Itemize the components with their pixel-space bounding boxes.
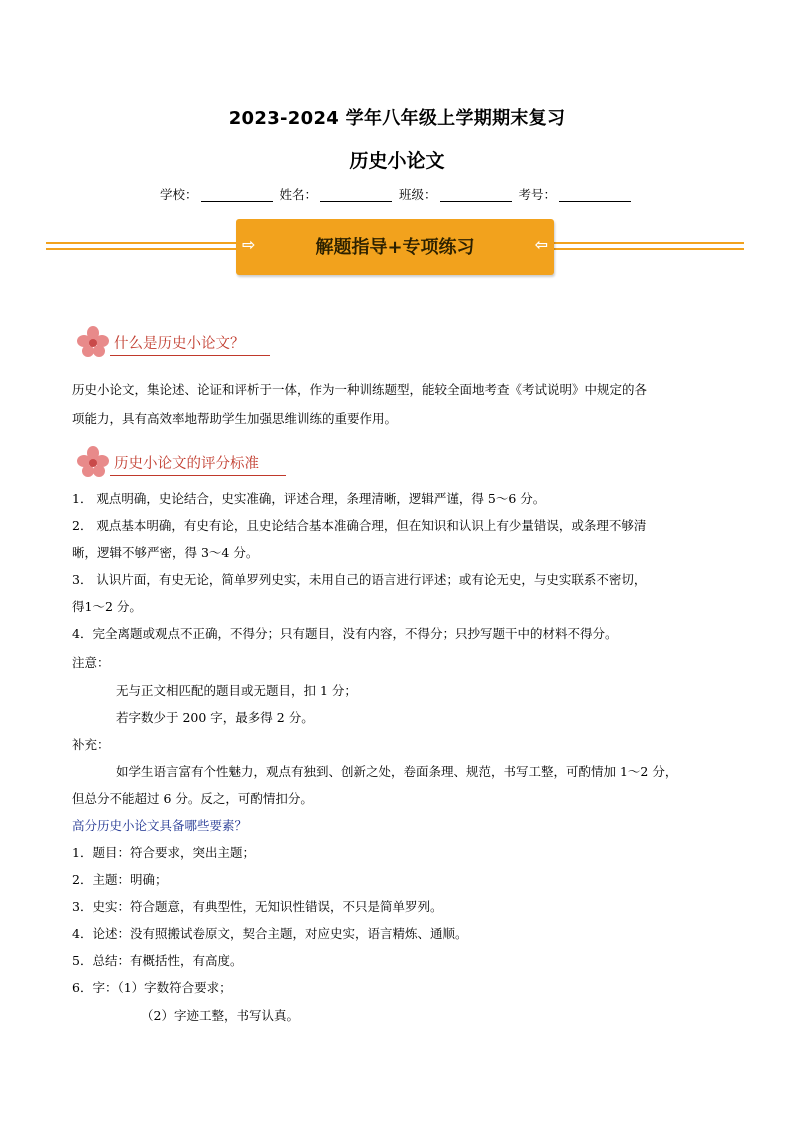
criteria-item: 1． 观点明确，史论结合，史实准确，评述合理，条理清晰，逻辑严谨，得 5～6 分。	[72, 491, 546, 506]
student-info-line	[0, 185, 794, 203]
criteria-item: 3． 认识片面，有史无论，简单罗列史实，未用自己的语言进行评述；或有论无史，与史实联系不密切，	[72, 572, 647, 587]
supplement-label: 补充：	[72, 737, 110, 752]
banner-line-right-bottom	[552, 248, 744, 250]
heading-underline	[110, 355, 270, 356]
name-label: 姓名：	[279, 187, 317, 202]
element-item: 4．论述：没有照搬试卷原文，契合主题，对应史实，语言精炼、通顺。	[72, 926, 468, 941]
section-heading-text: 历史小论文的评分标准	[114, 456, 259, 472]
element-item-cont: （2）字迹工整，书写认真。	[141, 1008, 299, 1023]
note-item: 无与正文相匹配的题目或无题目，扣 1 分；	[116, 683, 357, 698]
supplement-text: 如学生语言富有个性魅力，观点有独到、创新之处，卷面条理、规范，书写工整，可酌情加 1～2 分，	[116, 764, 678, 779]
heading-underline	[110, 475, 286, 476]
arrow-right-icon: ⇨	[242, 235, 256, 254]
criteria-item-cont: 得1～2 分。	[72, 599, 142, 614]
element-item: 5．总结：有概括性，有高度。	[72, 953, 243, 968]
paragraph-line: 项能力，具有高效率地帮助学生加强思维训练的重要作用。	[72, 411, 398, 426]
flower-icon	[76, 446, 110, 478]
criteria-item: 4．完全离题或观点不正确，不得分；只有题目，没有内容，不得分；只抄写题干中的材料不得分。	[72, 626, 618, 641]
section-banner	[236, 219, 554, 275]
section-heading-text: 什么是历史小论文？	[114, 336, 245, 352]
banner-line-left-top	[46, 242, 238, 244]
arrow-left-icon: ⇦	[534, 235, 548, 254]
banner-label: 解题指导+专项练习	[315, 237, 475, 258]
element-item: 6．字：（1）字数符合要求；	[72, 980, 232, 995]
element-item: 3．史实：符合题意，有典型性，无知识性错误，不只是简单罗列。	[72, 899, 443, 914]
criteria-item: 2． 观点基本明确，有史有论，且史论结合基本准确合理，但在知识和认识上有少量错误，或条理不够清	[72, 518, 647, 533]
criteria-item-cont: 晰，逻辑不够严密，得 3～4 分。	[72, 545, 259, 560]
key-elements-heading: 高分历史小论文具备哪些要素？	[72, 818, 248, 833]
element-item: 2．主题：明确；	[72, 872, 168, 887]
school-label: 学校：	[159, 187, 198, 202]
supplement-text-cont: 但总分不能超过 6 分。反之，可酌情扣分。	[72, 791, 313, 806]
note-label: 注意：	[72, 655, 110, 670]
flower-icon	[76, 326, 110, 358]
banner-line-left-bottom	[46, 248, 238, 250]
element-item: 1．题目：符合要求，突出主题；	[72, 845, 255, 860]
class-blank[interactable]	[440, 189, 512, 202]
exam-number-label: 考号：	[518, 187, 556, 202]
name-blank[interactable]	[320, 189, 392, 202]
paragraph-line: 历史小论文，集论述、论证和评析于一体，作为一种训练题型，能较全面地考查《考试说明》中规定的各	[72, 382, 648, 397]
banner-line-right-top	[552, 242, 744, 244]
document-title: 2023-2024 学年八年级上学期期末复习	[228, 108, 566, 129]
exam-number-blank[interactable]	[559, 189, 631, 202]
note-item: 若字数少于 200 字，最多得 2 分。	[116, 710, 314, 725]
document-subtitle: 历史小论文	[349, 150, 445, 172]
school-blank[interactable]	[201, 189, 273, 202]
class-label: 班级：	[398, 187, 437, 202]
